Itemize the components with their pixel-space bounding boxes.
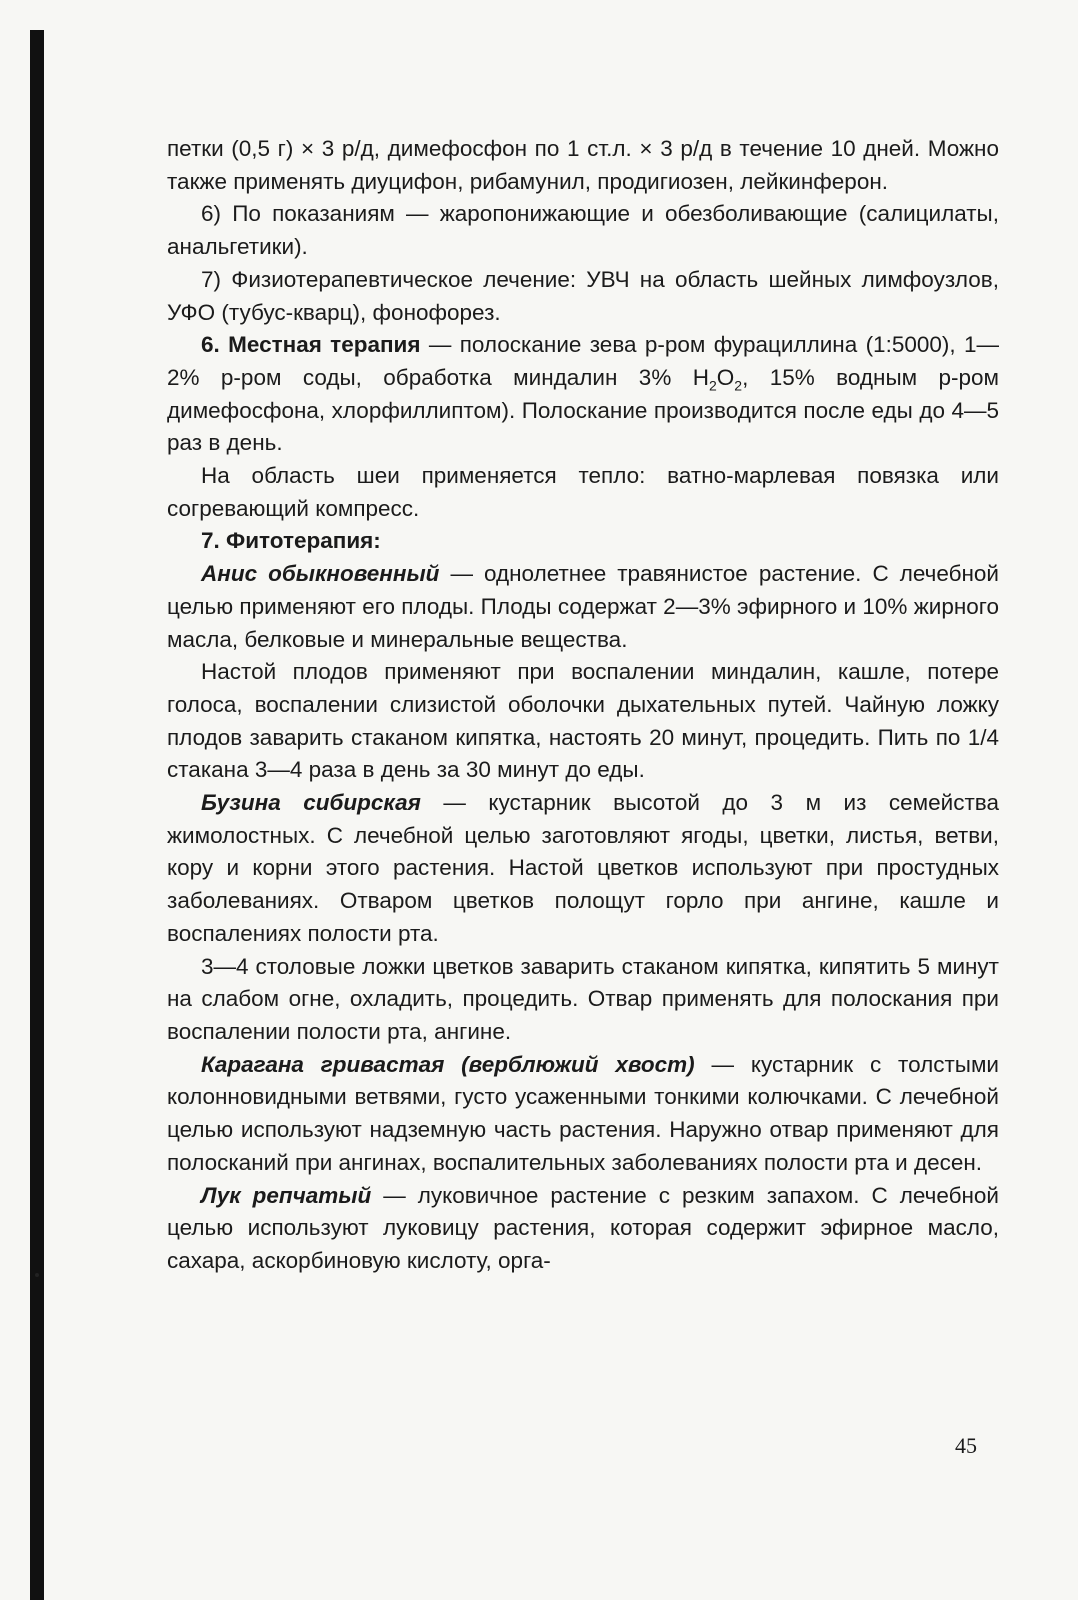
caragana-text: — кустарник с толстыми колонновидными ветвями, густо усаженными тонкими колючками. С лечебной целью используют надземную часть растения. Наружно отвар применяют для полосканий при ангинах, воспалительных заболеваниях полости рта и десен. — [167, 1051, 999, 1175]
page-number: 45 — [955, 1433, 977, 1458]
paragraph-elder-decoction: 3—4 столовые ложки цветков заварить стаканом кипятка, кипятить 5 минут на слабом огне, охладить, процедить. Отвар применять для полоскания при воспалении полости рта, ангине. — [167, 953, 999, 1044]
local-therapy-text-c: , 15% водным р-ром димефосфона, хлорфиллиптом). Полоскание производится после еды до 4—5 раз в день. — [167, 364, 999, 456]
paragraph-elder — [167, 787, 999, 951]
page-body — [167, 133, 999, 1278]
paragraph-analgesics: 6) По показаниям — жаропонижающие и обезболивающие (салицилаты, анальгетики). — [167, 201, 999, 260]
paragraph-phytotherapy — [167, 525, 999, 558]
anise-text: — однолетнее травянистое растение. С лечебной целью применяют его плоды. Плоды содержат 2—3% эфирного и 10% жирного масла, белковые и минеральные вещества. — [167, 561, 999, 652]
term-caragana: Карагана гривастая (верблюжий хвост) — [201, 1051, 695, 1077]
subscript-2a: 2 — [708, 377, 717, 394]
subscript-2b: 2 — [734, 377, 743, 394]
page-binding-edge — [30, 30, 44, 1600]
onion-text: — луковичное растение с резким запахом. С лечебной целью используют луковицу растения, которая содержит эфирное масло, сахара, аскорбиновую кислоту, орга- — [167, 1182, 999, 1273]
paragraph-physiotherapy: 7) Физиотерапевтическое лечение: УВЧ на область шейных лимфоузлов, УФО (тубус-кварц), фонофорез. — [167, 266, 999, 325]
scan-speck — [35, 1273, 39, 1277]
paragraph-local-therapy — [167, 329, 999, 460]
heading-phytotherapy: 7. Фитотерапия: — [201, 528, 381, 554]
elder-text: — кустарник высотой до 3 м из семейства жимолостных. С лечебной целью заготовляют ягоды, цветки, листья, ветви, кору и корни этого растения. Настой цветков используют при простудных заболеваниях. Отваром цветков полощут горло при ангине, кашле и воспалениях полости рта. — [167, 790, 999, 946]
heading-local-therapy: 6. Местная терапия — [201, 332, 421, 358]
paragraph-anise-infusion: Настой плодов применяют при воспалении миндалин, кашле, потере голоса, воспалении слизистой оболочки дыхательных путей. Чайную ложку плодов заварить стаканом кипятка, настоять 20 минут, процедить. Пить по 1/4 стакана 3—4 раза в день за 30 минут до еды. — [167, 659, 999, 783]
local-therapy-text-b: O — [716, 364, 735, 390]
term-onion: Лук репчатый — [201, 1182, 372, 1208]
term-elder: Бузина сибирская — [201, 790, 421, 816]
paragraph-neck-warmth: На область шеи применяется тепло: ватно-марлевая повязка или согревающий компресс. — [167, 463, 999, 521]
paragraph-onion — [167, 1180, 999, 1278]
paragraph-1: петки (0,5 г) × 3 р/д, димефосфон по 1 ст.л. × 3 р/д в течение 10 дней. Можно также применять диуцифон, рибамунил, продигиозен, лейкинферон. — [167, 136, 999, 194]
paragraph-caragana — [167, 1049, 999, 1180]
local-therapy-text-a: — полоскание зева р-ром фурациллина (1:5000), 1—2% р-ром соды, обработка миндалин 3% H — [167, 332, 999, 390]
term-anise: Анис обыкновенный — [201, 561, 440, 587]
paragraph-anise — [167, 558, 999, 656]
